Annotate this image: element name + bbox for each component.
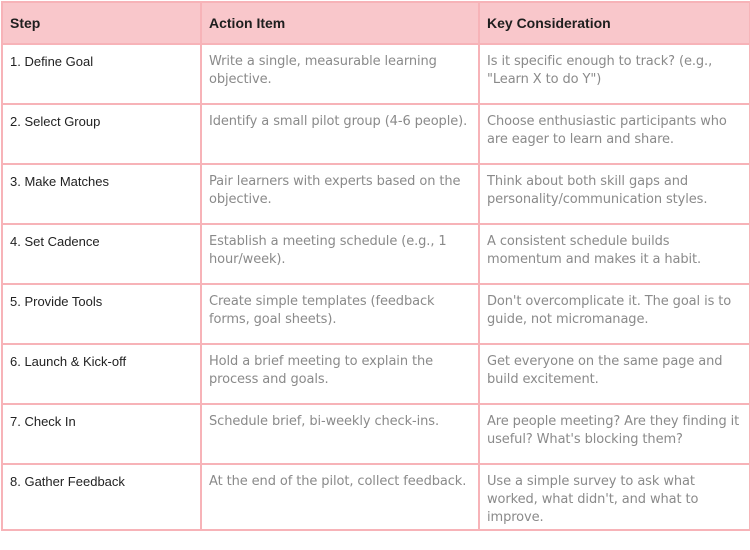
column-header-key-consideration: Key Consideration (479, 2, 750, 44)
key-consideration-cell: Choose enthusiastic participants who are eager to learn and share. (479, 104, 750, 164)
table-row (2, 464, 750, 530)
step-cell: 1. Define Goal (2, 44, 201, 104)
table-row (2, 404, 750, 464)
step-cell: 5. Provide Tools (2, 284, 201, 344)
table-row (2, 224, 750, 284)
key-consideration-cell: A consistent schedule builds momentum and makes it a habit. (479, 224, 750, 284)
key-consideration-cell: Is it specific enough to track? (e.g., "Learn X to do Y") (479, 44, 750, 104)
header-row (2, 2, 750, 44)
step-cell: 8. Gather Feedback (2, 464, 201, 530)
key-consideration-cell: Are people meeting? Are they finding it useful? What's blocking them? (479, 404, 750, 464)
action-item-cell: Pair learners with experts based on the objective. (201, 164, 479, 224)
key-consideration-cell: Get everyone on the same page and build excitement. (479, 344, 750, 404)
pilot-plan-table (1, 1, 750, 531)
action-item-cell: Schedule brief, bi-weekly check-ins. (201, 404, 479, 464)
step-cell: 4. Set Cadence (2, 224, 201, 284)
key-consideration-cell: Don't overcomplicate it. The goal is to guide, not micromanage. (479, 284, 750, 344)
table-row (2, 344, 750, 404)
action-item-cell: Write a single, measurable learning objective. (201, 44, 479, 104)
key-consideration-cell: Think about both skill gaps and personality/communication styles. (479, 164, 750, 224)
step-cell: 2. Select Group (2, 104, 201, 164)
action-item-cell: Hold a brief meeting to explain the process and goals. (201, 344, 479, 404)
table-row (2, 44, 750, 104)
action-item-cell: Establish a meeting schedule (e.g., 1 hour/week). (201, 224, 479, 284)
table-row (2, 164, 750, 224)
action-item-cell: Create simple templates (feedback forms, goal sheets). (201, 284, 479, 344)
step-cell: 6. Launch & Kick-off (2, 344, 201, 404)
table-row (2, 104, 750, 164)
column-header-action-item: Action Item (201, 2, 479, 44)
action-item-cell: Identify a small pilot group (4-6 people). (201, 104, 479, 164)
table-header (2, 2, 750, 44)
action-item-cell: At the end of the pilot, collect feedback. (201, 464, 479, 530)
step-cell: 7. Check In (2, 404, 201, 464)
step-cell: 3. Make Matches (2, 164, 201, 224)
key-consideration-cell: Use a simple survey to ask what worked, what didn't, and what to improve. (479, 464, 750, 530)
table-body (2, 44, 750, 530)
table-row (2, 284, 750, 344)
column-header-step: Step (2, 2, 201, 44)
